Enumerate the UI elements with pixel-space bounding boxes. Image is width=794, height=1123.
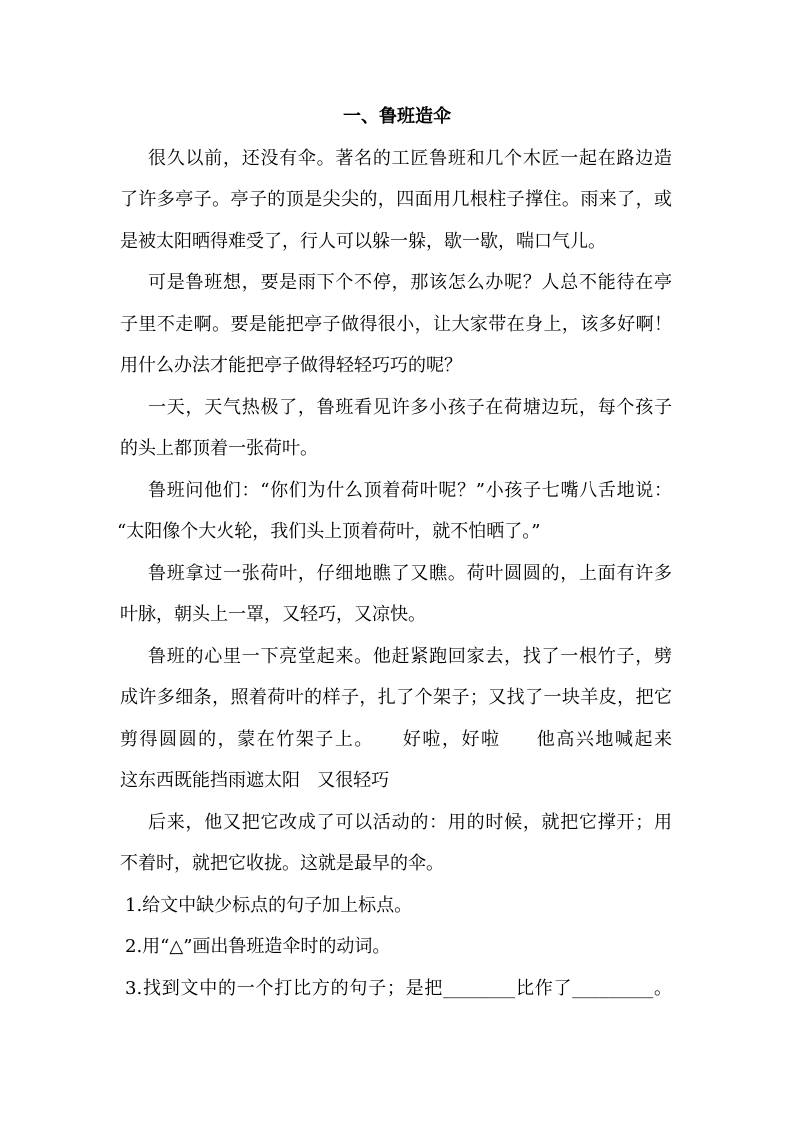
text-line: 鲁班拿过一张荷叶，仔细地瞧了又瞧。荷叶圆圆的，上面有许多 bbox=[148, 562, 672, 584]
paragraph-2 bbox=[0, 262, 794, 387]
text-line: 叶脉，朝头上一罩，又轻巧，又凉快。 bbox=[120, 604, 426, 625]
paragraph-5 bbox=[0, 553, 794, 636]
text-line: 很久以前，还没有伞。著名的工匠鲁班和几个木匠一起在路边造 bbox=[148, 147, 672, 169]
text-line: 剪得圆圆的，蒙在竹架子上。 好啦，好啦 他高兴地喊起来 bbox=[120, 728, 672, 750]
text-line: 这东西既能挡雨遮太阳 又很轻巧 bbox=[120, 770, 390, 791]
text-line: “太阳像个大火轮，我们头上顶着荷叶，就不怕晒了。” bbox=[117, 521, 541, 542]
paragraph-6 bbox=[0, 636, 794, 802]
text-line: 可是鲁班想，要是雨下个不停，那该怎么办呢？人总不能待在亭 bbox=[148, 272, 672, 293]
paragraph-4 bbox=[0, 470, 794, 553]
text-line: 一天，天气热极了，鲁班看见许多小孩子在荷塘边玩，每个孩子 bbox=[148, 396, 672, 418]
paragraph-7 bbox=[0, 802, 794, 885]
question-1: 1.给文中缺少标点的句子加上标点。 bbox=[125, 894, 413, 916]
text-line: 子里不走啊。要是能把亭子做得很小，让大家带在身上，该多好啊！ bbox=[120, 313, 672, 335]
text-line: 鲁班的心里一下亮堂起来。他赶紧跑回家去，找了一根竹子，劈 bbox=[148, 645, 672, 667]
text-line: 的头上都顶着一张荷叶。 bbox=[120, 438, 318, 459]
text-line: 后来，他又把它改成了可以活动的：用的时候，就把它撑开；用 bbox=[148, 811, 672, 833]
text-line: 成许多细条，照着荷叶的样子，扎了个架子；又找了一块羊皮，把它 bbox=[120, 687, 672, 708]
text-line: 用什么办法才能把亭子做得轻轻巧巧的呢？ bbox=[120, 355, 462, 376]
paragraph-1 bbox=[0, 138, 794, 263]
text-line: 鲁班问他们：“你们为什么顶着荷叶呢？”小孩子七嘴八舌地说： bbox=[148, 479, 672, 501]
question-2: 2.用“△”画出鲁班造伞时的动词。 bbox=[125, 936, 391, 957]
question-list bbox=[0, 885, 794, 1010]
text-line: 不着时，就把它收拢。这就是最早的伞。 bbox=[120, 853, 444, 874]
question-3: 3.找到文中的一个打比方的句子；是把________比作了_________。 bbox=[125, 977, 672, 999]
document-body bbox=[0, 96, 794, 1009]
text-line: 是被太阳晒得难受了，行人可以躲一躲，歇一歇，喘口气儿。 bbox=[120, 230, 606, 252]
page-title: 一、鲁班造伞 bbox=[343, 106, 451, 127]
paragraph-3 bbox=[0, 387, 794, 470]
text-line: 了许多亭子。亭子的顶是尖尖的，四面用几根柱子撑住。雨来了，或 bbox=[120, 189, 672, 210]
